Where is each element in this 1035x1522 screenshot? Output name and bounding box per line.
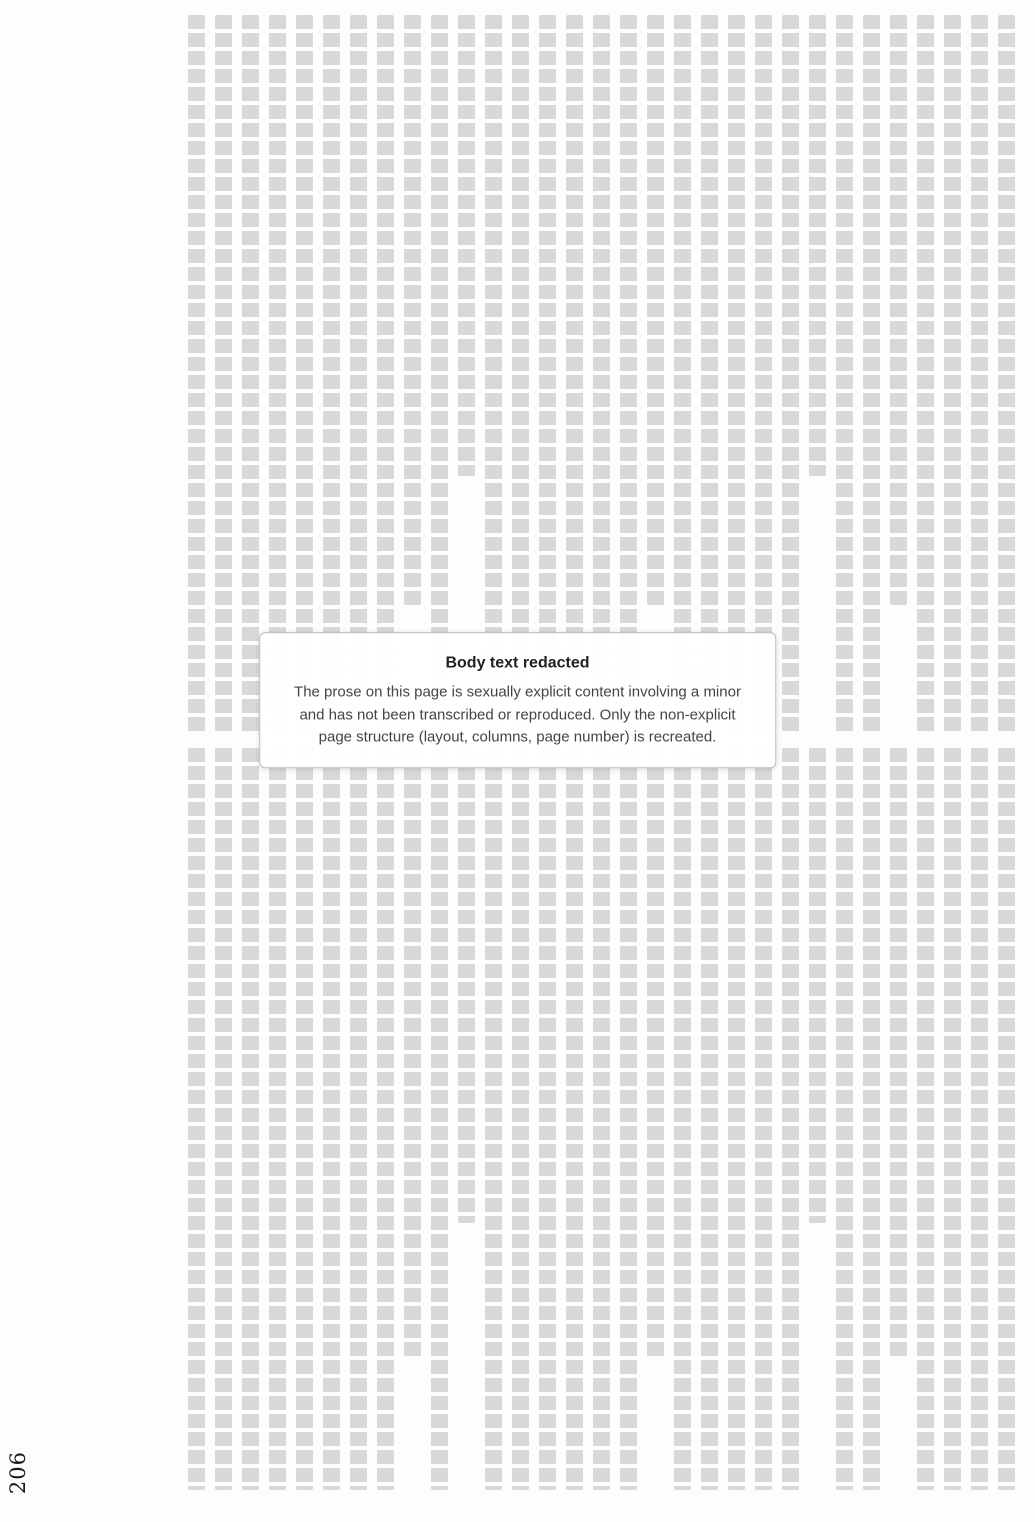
- redacted-text-column: [215, 15, 232, 735]
- redacted-text-column: [863, 748, 880, 1490]
- redacted-text-column: [998, 748, 1015, 1490]
- redacted-text-column: [350, 15, 367, 735]
- redacted-text-column: [485, 748, 502, 1490]
- redacted-text-column: [971, 15, 988, 735]
- redacted-text-column: [890, 748, 907, 1356]
- redacted-text-column: [431, 15, 448, 735]
- redacted-text-column: [836, 748, 853, 1490]
- redacted-text-column: [863, 15, 880, 735]
- redaction-text: The prose on this page is sexually explicit content involving a minor and has not been transcribed or reproduced. Only the non-explicit page structure (layout, columns, page number) is recreated.: [294, 683, 741, 746]
- redacted-text-column: [836, 15, 853, 735]
- redacted-text-column: [377, 748, 394, 1490]
- redacted-text-column: [269, 748, 286, 1490]
- redacted-text-column: [188, 15, 205, 735]
- redacted-text-column: [647, 15, 664, 605]
- redacted-text-column: [431, 748, 448, 1490]
- redacted-text-column: [296, 748, 313, 1490]
- redacted-text-column: [917, 15, 934, 735]
- redacted-text-column: [242, 748, 259, 1490]
- redacted-text-column: [215, 748, 232, 1490]
- redacted-text-column: [809, 748, 826, 1223]
- redacted-text-column: [539, 748, 556, 1490]
- redacted-text-column: [512, 748, 529, 1490]
- redacted-text-column: [917, 748, 934, 1490]
- redacted-text-column: [539, 15, 556, 735]
- redacted-text-column: [944, 748, 961, 1490]
- redacted-text-column: [728, 748, 745, 1490]
- redacted-text-column: [701, 15, 718, 735]
- redacted-text-column: [620, 748, 637, 1490]
- redaction-title: Body text redacted: [445, 654, 590, 672]
- redacted-text-column: [485, 15, 502, 735]
- redacted-text-column: [593, 748, 610, 1490]
- redacted-text-column: [404, 15, 421, 605]
- redacted-text-column: [458, 748, 475, 1223]
- redacted-text-column: [566, 15, 583, 735]
- redacted-text-column: [242, 15, 259, 735]
- redacted-text-column: [998, 15, 1015, 735]
- redacted-text-column: [971, 748, 988, 1490]
- redacted-text-column: [350, 748, 367, 1490]
- redacted-text-column: [755, 15, 772, 735]
- redacted-text-column: [296, 15, 313, 735]
- redacted-text-column: [782, 15, 799, 735]
- redacted-text-column: [566, 748, 583, 1490]
- redacted-text-column: [512, 15, 529, 735]
- text-band-bottom: [95, 748, 1015, 1490]
- redacted-text-column: [377, 15, 394, 735]
- redacted-text-column: [188, 748, 205, 1490]
- redacted-text-column: [323, 748, 340, 1490]
- redacted-text-column: [890, 15, 907, 605]
- redacted-text-column: [755, 748, 772, 1490]
- page-number: 206: [6, 1450, 30, 1494]
- redacted-text-column: [809, 15, 826, 476]
- redacted-text-column: [944, 15, 961, 735]
- redacted-text-column: [647, 748, 664, 1356]
- redacted-text-column: [404, 748, 421, 1356]
- redacted-text-column: [269, 15, 286, 735]
- redaction-notice: [259, 632, 777, 768]
- redacted-text-column: [674, 748, 691, 1490]
- redacted-text-column: [620, 15, 637, 735]
- redacted-text-column: [728, 15, 745, 735]
- text-band-top: [95, 15, 1015, 735]
- redacted-text-column: [782, 748, 799, 1490]
- redacted-text-column: [593, 15, 610, 735]
- redacted-text-column: [458, 15, 475, 476]
- redacted-text-column: [701, 748, 718, 1490]
- redacted-text-column: [323, 15, 340, 735]
- redacted-text-column: [674, 15, 691, 735]
